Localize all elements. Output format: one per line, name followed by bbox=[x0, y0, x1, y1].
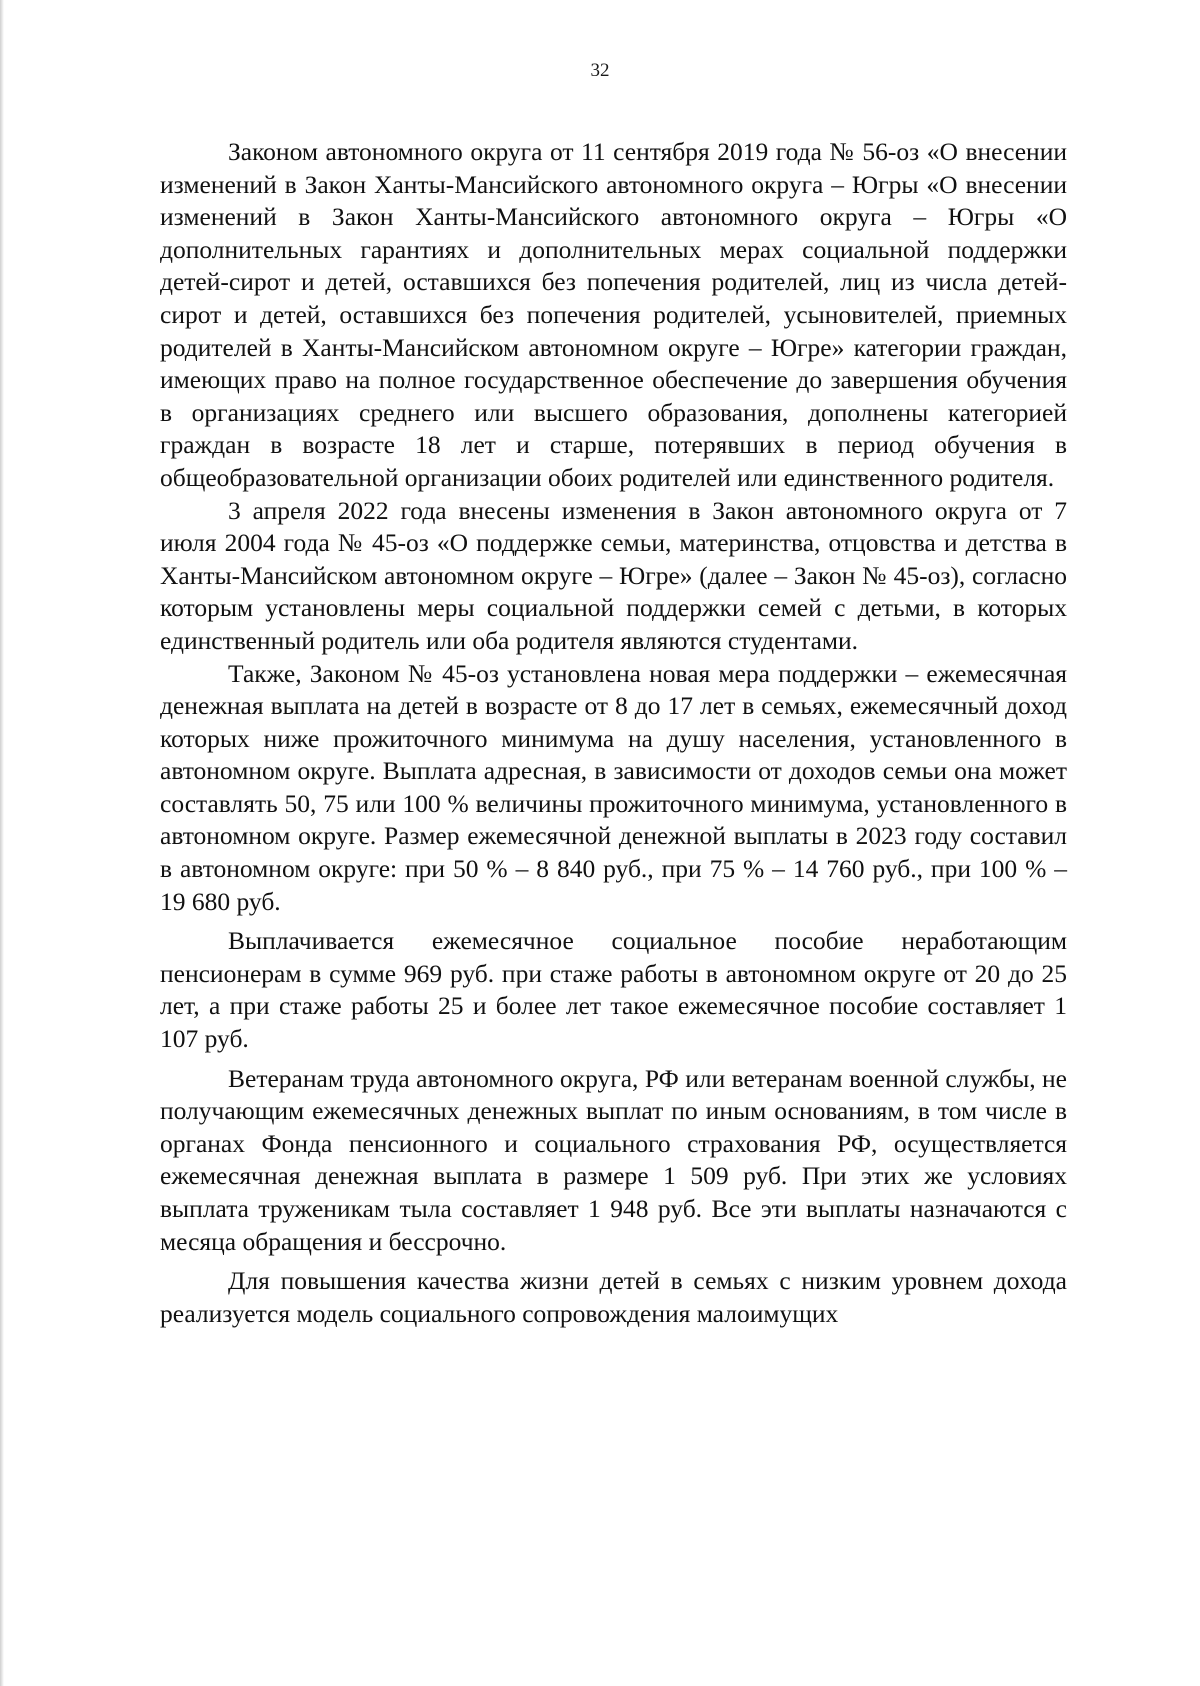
paragraph-labor-veterans: Ветеранам труда автономного округа, РФ или ветеранам военной службы, не получающим ежемесячных денежных выплат по иным основаниям, в том числе в органах Фонда пенсионного и социального страхования РФ, осуществляется ежемесячная денежная выплата в размере 1 509 руб. При этих же условиях выплата труженикам тыла составляет 1 948 руб. Все эти выплаты назначаются с месяца обращения и бессрочно. bbox=[160, 1063, 1067, 1256]
scan-edge bbox=[0, 0, 4, 1686]
paragraph-social-support-model: Для повышения качества жизни детей в семьях с низким уровнем дохода реализуется модель социального сопровождения малоимущих bbox=[160, 1266, 1067, 1328]
paragraph-law-45-oz-students: 3 апреля 2022 года внесены изменения в Закон автономного округа от 7 июля 2004 года № 45-оз «О поддержке семьи, материнства, отцовства и детства в Ханты-Мансийском автономном округе – Югре» (далее – Закон № 45-оз), согласно которым установлены меры социальной поддержки семей с детьми, в которых единственный родитель или оба родителя являются студентами. bbox=[160, 495, 1067, 655]
document-body bbox=[160, 136, 1067, 1330]
paragraph-monthly-child-payment: Также, Законом № 45-оз установлена новая мера поддержки – ежемесячная денежная выплата на детей в возрасте от 8 до 17 лет в семьях, ежемесячный доход которых ниже прожиточного минимума на душу населения, установленного в автономном округе. Выплата адресная, в зависимости от доходов семьи она может составлять 50, 75 или 100 % величины прожиточного минимума, установленного в автономном округе. Размер ежемесячной денежной выплаты в 2023 году составил в автономном округе: при 50 % – 8 840 руб., при 75 % – 14 760 руб., при 100 % – 19 680 руб. bbox=[160, 658, 1067, 916]
paragraph-pensioner-allowance: Выплачивается ежемесячное социальное пособие неработающим пенсионерам в сумме 969 руб. при стаже работы в автономном округе от 20 до 25 лет, а при стаже работы 25 и более лет такое ежемесячное пособие составляет 1 107 руб. bbox=[160, 926, 1067, 1054]
paragraph-law-56-oz: Законом автономного округа от 11 сентября 2019 года № 56-оз «О внесении изменений в Закон Ханты-Мансийского автономного округа – Югры «О внесении изменений в Закон Ханты-Мансийского автономного округа – Югры «О дополнительных гарантиях и дополнительных мерах социальной поддержки детей-сирот и детей, оставшихся без попечения родителей, лиц из числа детей-сирот и детей, оставшихся без попечения родителей, усыновителей, приемных родителей в Ханты-Мансийском автономном округе – Югре» категории граждан, имеющих право на полное государственное обеспечение до завершения обучения в организациях среднего или высшего образования, дополнены категорией граждан в возрасте 18 лет и старше, потерявших в период обучения в общеобразовательной организации обоих родителей или единственного родителя. bbox=[160, 137, 1067, 492]
page-number: 32 bbox=[590, 60, 610, 81]
